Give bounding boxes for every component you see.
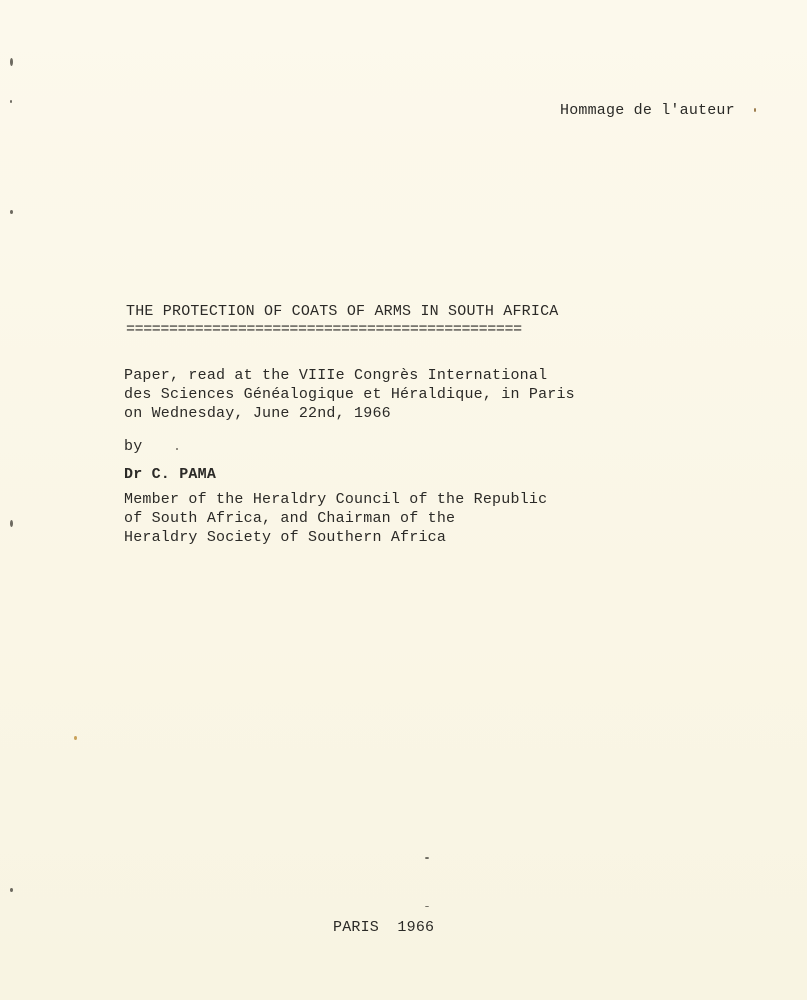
scan-speck	[425, 857, 429, 859]
scan-speck	[10, 100, 12, 103]
affiliation-line-1: Member of the Heraldry Council of the Republic	[124, 491, 548, 508]
scan-speck	[10, 58, 13, 66]
scan-speck	[10, 210, 13, 214]
by-label: by	[124, 438, 143, 455]
scan-speck	[10, 888, 13, 892]
author-name: Dr C. PAMA	[124, 466, 217, 483]
subtitle-line-3: on Wednesday, June 22nd, 1966	[124, 405, 391, 422]
affiliation-line-2: of South Africa, and Chairman of the	[124, 510, 456, 527]
document-title: THE PROTECTION OF COATS OF ARMS IN SOUTH AFRICA	[126, 303, 559, 320]
subtitle-line-1: Paper, read at the VIIIe Congrès International	[124, 367, 548, 384]
place-date: PARIS 1966	[333, 919, 435, 936]
scan-speck	[10, 520, 13, 527]
affiliation-line-3: Heraldry Society of Southern Africa	[124, 529, 447, 546]
subtitle-line-2: des Sciences Généalogique et Héraldique, in Paris	[124, 386, 575, 403]
scan-speck	[74, 736, 77, 740]
scan-speck	[176, 448, 178, 450]
scan-speck	[754, 108, 756, 112]
scan-speck	[425, 906, 429, 907]
title-underline: ==============================================	[126, 321, 522, 338]
dedication-note: Hommage de l'auteur	[560, 102, 735, 119]
